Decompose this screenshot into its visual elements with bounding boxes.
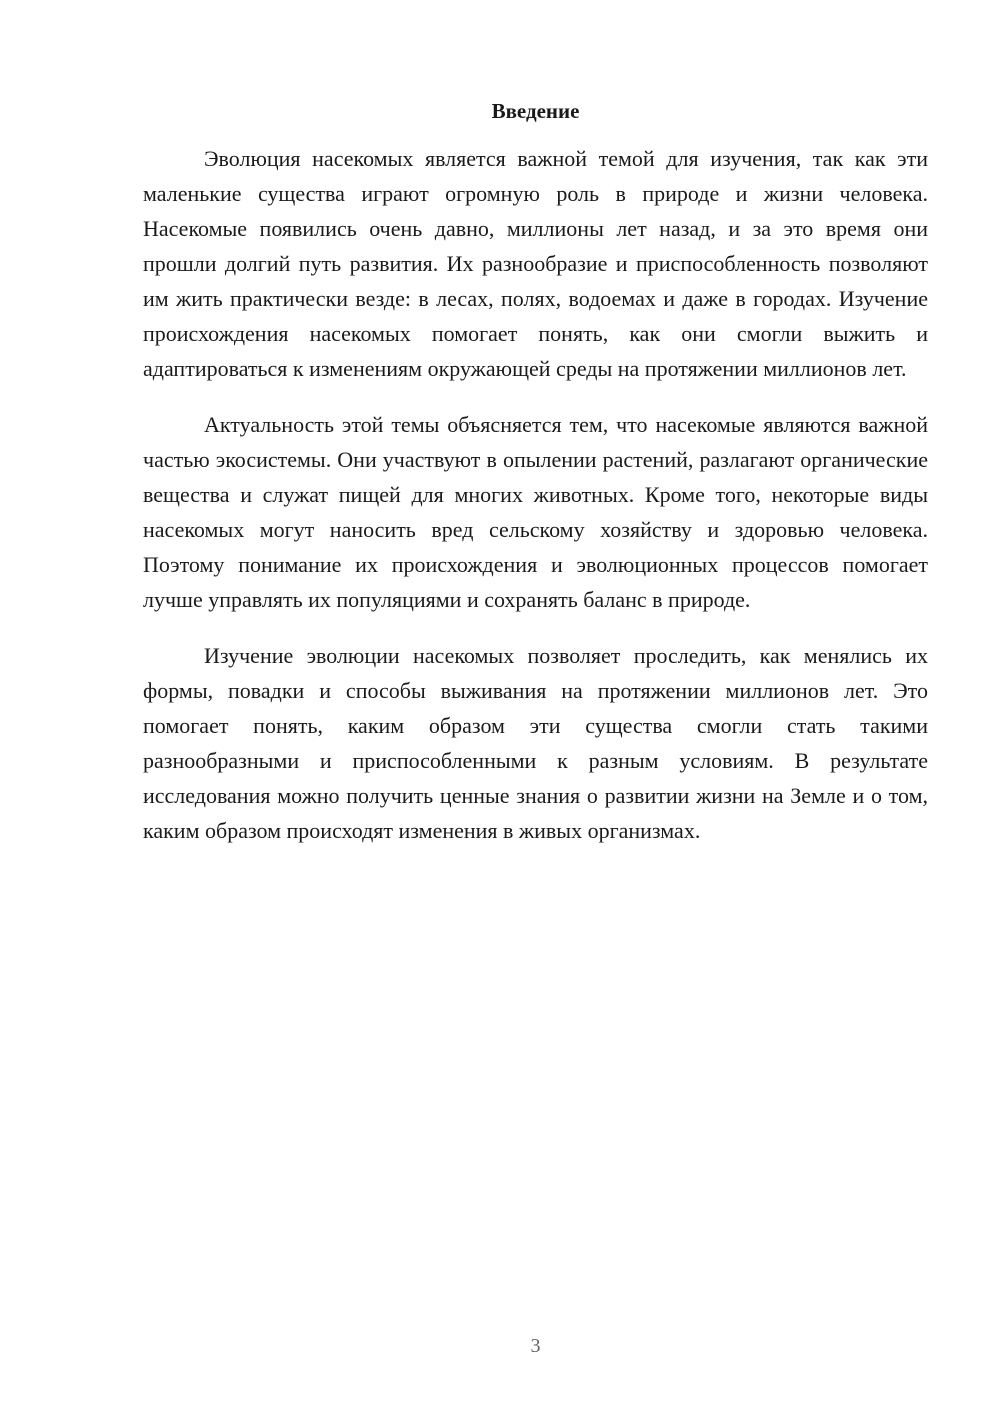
document-body <box>143 141 928 869</box>
page-title: Введение <box>491 99 580 123</box>
paragraph-3: Изучение эволюции насекомых позволяет проследить, как менялись их формы, повадки и способы выживания на протяжении миллионов лет. Это помогает понять, каким образом эти существа смогли стать такими разнообразными и приспособленными к разным условиям. В результате исследования можно получить ценные знания о развитии жизни на Земле и о том, каким образом происходят изменения в живых организмах. <box>143 643 928 843</box>
page-number: 3 <box>530 1335 541 1357</box>
paragraph-1: Эволюция насекомых является важной темой для изучения, так как эти маленькие существа играют огромную роль в природе и жизни человека. Насекомые появились очень давно, миллионы лет назад, и за это время они прошли долгий путь развития. Их разнообразие и приспособленность позволяют им жить практически везде: в лесах, полях, водоемах и даже в городах. Изучение происхождения насекомых помогает понять, как они смогли выжить и адаптироваться к изменениям окружающей среды на протяжении миллионов лет. <box>143 146 928 381</box>
paragraph-2: Актуальность этой темы объясняется тем, что насекомые являются важной частью экосистемы. Они участвуют в опылении растений, разлагают органические вещества и служат пищей для многих животных. Кроме того, некоторые виды насекомых могут наносить вред сельскому хозяйству и здоровью человека. Поэтому понимание их происхождения и эволюционных процессов помогает лучше управлять их популяциями и сохранять баланс в природе. <box>143 412 928 612</box>
